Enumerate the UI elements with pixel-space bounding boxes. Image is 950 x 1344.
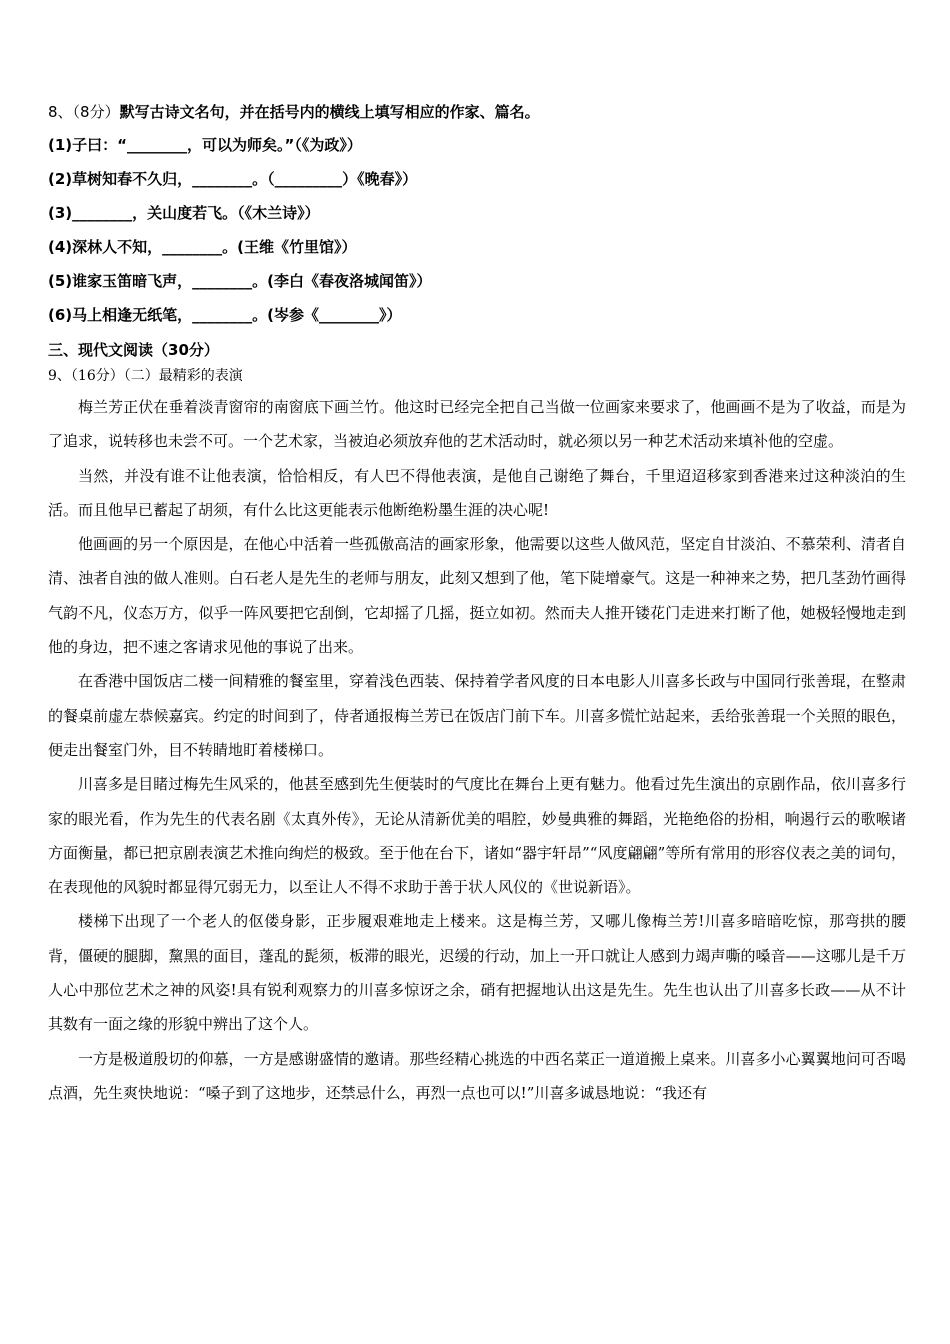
question-8-item-3: (3)________，关山度若飞。（《木兰诗》） [48,204,320,222]
question-8-items [48,133,432,337]
question-8-item-5: (5)谁家玉笛暗飞声，________。(李白《春夜洛城闻笛》） [48,272,432,290]
section-title: 三、现代文阅读（30分） [48,341,219,359]
passage-paragraph-4: 在香港中国饭店二楼一间精雅的餐室里，穿着浅色西装、保持着学者风度的日本电影人川喜多长政与中国同行张善琨，在整肃的餐桌前虚左恭候嘉宾。约定的时间到了，侍者通报梅兰芳已在饭店门前下车。川喜多慌忙站起来，丢给张善琨一个关照的眼色，便走出餐室门外，目不转睛地盯着楼梯口。 [48,672,906,759]
question-9-header: 9、（16分）（二）最精彩的表演 [48,368,243,384]
question-8-item-6: (6)马上相逢无纸笔，________。(岑参《________》） [48,306,402,324]
question-8-instruction: 默写古诗文名句，并在括号内的横线上填写相应的作家、篇名。 [119,103,540,121]
question-8-item-4: (4)深林人不知，________。(王维《竹里馆》） [48,238,357,256]
question-8-item-2: (2)草树知春不久归，________。（_________）《晚春》） [48,170,418,188]
reading-passage [48,390,906,1110]
question-8-header [48,101,540,122]
passage-paragraph-3: 他画画的另一个原因是，在他心中活着一些孤傲高洁的画家形象，他需要以这些人做风范，坚定自甘淡泊、不慕荣利、清者自清、浊者自浊的做人准则。白石老人是先生的老师与朋友，此刻又想到了他，笔下陡增豪气。这是一种神来之势，把几茎劲竹画得气韵不凡，仪态万方，似乎一阵风要把它刮倒，它却摇了几摇，挺立如初。然而夫人推开镂花门走进来打断了他，她极轻慢地走到他的身边，把不速之客请求见他的事说了出来。 [48,535,906,657]
passage-paragraph-5: 川喜多是目睹过梅先生风采的，他甚至感到先生便装时的气度比在舞台上更有魅力。他看过先生演出的京剧作品，依川喜多行家的眼光看，作为先生的代表名剧《太真外传》，无论从清新优美的唱腔，妙曼典雅的舞蹈，光艳绝俗的扮相，响遏行云的歌喉诸方面衡量，都已把京剧表演艺术推向绚烂的极致。至于他在台下，诸如“器宇轩昂”“风度翩翩”等所有常用的形容仪表之美的词句，在表现他的风貌时都显得冗弱无力，以至让人不得不求助于善于状人风仪的《世说新语》。 [48,775,906,897]
passage-paragraph-2: 当然，并没有谁不让他表演，恰恰相反，有人巴不得他表演，是他自己谢绝了舞台，千里迢迢移家到香港来过这种淡泊的生活。而且他早已蓄起了胡须，有什么比这更能表示他断绝粉墨生涯的决心呢! [48,466,906,519]
passage-paragraph-6: 楼梯下出现了一个老人的伛偻身影，正步履艰难地走上楼来。这是梅兰芳，又哪儿像梅兰芳!川喜多暗暗吃惊，那弯拱的腰背，僵硬的腿脚，黧黑的面目，蓬乱的髭须，板滞的眼光，迟缓的行动，加上一开口就让人感到力竭声嘶的嗓音——这哪儿是千万人心中那位艺术之神的风姿!具有锐利观察力的川喜多惊讶之余，硝有把握地认出这是先生。先生也认出了川喜多长政——从不计其数有一面之缘的形貌中辨出了这个人。 [48,912,906,1034]
question-8-item-1: (1)子曰：“________，可以为师矣。”（《为政》） [48,136,362,154]
passage-paragraph-7: 一方是极道殷切的仰慕，一方是感谢盛情的邀请。那些经精心挑选的中西名菜正一道道搬上桌来。川喜多小心翼翼地问可否喝点酒，先生爽快地说：“嗓子到了这地步，还禁忌什么，再烈一点也可以!”川喜多诚恳地说：“我还有 [48,1049,906,1102]
question-8-number: 8、（8分） [48,103,120,121]
passage-paragraph-1: 梅兰芳正伏在垂着淡青窗帘的南窗底下画兰竹。他这时已经完全把自己当做一位画家来要求了，他画画不是为了收益，而是为了追求，说转移也未尝不可。一个艺术家，当被迫必须放弃他的艺术活动时，就必须以另一种艺术活动来填补他的空虚。 [48,398,906,451]
